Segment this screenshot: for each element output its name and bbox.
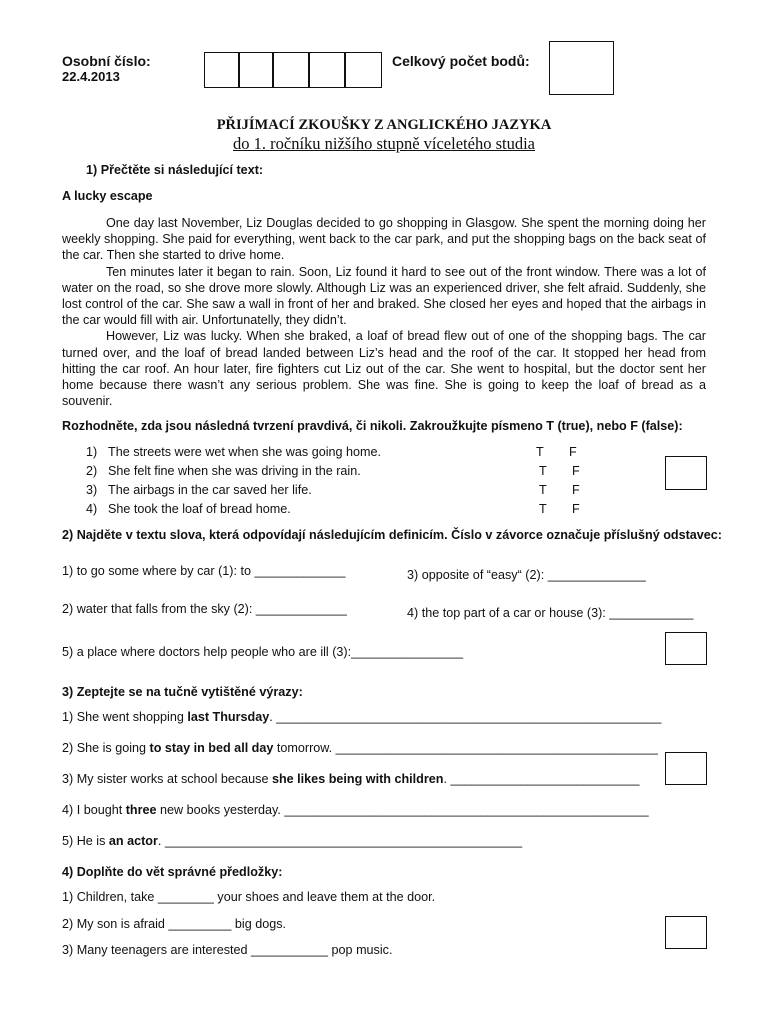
definition-item[interactable]: 5) a place where doctors help people who are ill (3):________________: [62, 645, 464, 659]
exam-date: 22.4.2013: [62, 69, 120, 84]
exam-title: PŘIJÍMACÍ ZKOUŠKY Z ANGLICKÉHO JAZYKA: [216, 117, 552, 133]
section1-heading: 1) Přečtěte si následující text:: [86, 163, 264, 177]
personal-number-label: Osobní číslo:: [62, 53, 151, 69]
answer-line[interactable]: . _______________________________________________________: [269, 710, 662, 724]
statement-text: The streets were wet when she was going home.: [108, 445, 382, 459]
answer-line[interactable]: . ___________________________: [443, 772, 640, 786]
total-points-box[interactable]: [549, 41, 614, 95]
statement-text: She took the loaf of bread home.: [108, 502, 291, 516]
story-paragraph: One day last November, Liz Douglas decided to go shopping in Glasgow. She spent the morning doing her weekly shopping. She paid for everything, went back to the car park, and put the shopping bags on the back seat of the car. Then she started to drive home.: [62, 216, 706, 263]
question-item[interactable]: [62, 803, 649, 817]
statement-text: The airbags in the car saved her life.: [108, 483, 312, 497]
true-option[interactable]: T: [539, 502, 547, 516]
definition-item[interactable]: 2) water that falls from the sky (2): _____________: [62, 602, 347, 616]
definition-item[interactable]: 4) the top part of a car or house (3): ____________: [407, 606, 694, 620]
story-paragraph: However, Liz was lucky. When she braked, a loaf of bread flew out of one of the shopping bags. The car turned over, and the loaf of bread landed between Liz’s head and the roof of the car. It stopped her head from hitting the car roof. An hour later, fire fighters cut Liz out of the car. She went to hospital, but the doctor sent her home because there wasn’t any serious problem. She was fine. She is going to keep the loaf of bread as a souvenir.: [62, 329, 706, 409]
definition-item[interactable]: 3) opposite of “easy“ (2): ______________: [407, 568, 646, 582]
statement-number: 3): [86, 483, 98, 497]
true-option[interactable]: T: [536, 445, 544, 459]
question-text: 1) She went shopping: [62, 710, 188, 724]
false-option[interactable]: F: [572, 502, 580, 516]
digit-box[interactable]: [344, 52, 382, 88]
statement-text: She felt fine when she was driving in the rain.: [108, 464, 361, 478]
section4-heading: 4) Doplňte do vět správné předložky:: [62, 865, 283, 879]
digit-box[interactable]: [204, 52, 240, 88]
question-item[interactable]: [62, 741, 658, 755]
definition-item[interactable]: 1) to go some where by car (1): to _____________: [62, 564, 346, 578]
statement-number: 4): [86, 502, 98, 516]
score-box[interactable]: [665, 752, 707, 785]
false-option[interactable]: F: [572, 464, 580, 478]
section2-heading: 2) Najděte v textu slova, která odpovídají následujícím definicím. Číslo v závorce označuje příslušný odstavec:: [62, 528, 722, 542]
story-title: A lucky escape: [62, 189, 153, 203]
question-text: 2) She is going: [62, 741, 150, 755]
true-option[interactable]: T: [539, 483, 547, 497]
answer-line[interactable]: . ___________________________________________________: [157, 834, 523, 848]
story-paragraph: Ten minutes later it began to rain. Soon, Liz found it hard to see out of the front window. There was a lot of water on the road, so she drove more slowly. Although Liz was an experienced driver, she felt afraid. Suddenly, she lost control of the car. She saw a wall in front of her and braked. She closed her eyes and hoped that the airbags in the car would fill with air. Unfortunatelly, they didn’t.: [62, 264, 706, 328]
question-text: 4) I bought: [62, 803, 126, 817]
question-item[interactable]: [62, 772, 640, 786]
answer-line[interactable]: new books yesterday. ____________________________________________________: [156, 803, 649, 817]
bold-phrase: she likes being with children: [271, 772, 444, 786]
bold-phrase: to stay in bed all day: [149, 741, 274, 755]
digit-box[interactable]: [272, 52, 310, 88]
bold-phrase: three: [125, 803, 157, 817]
preposition-item[interactable]: 3) Many teenagers are interested ___________ pop music.: [62, 943, 393, 957]
exam-subtitle: do 1. ročníku nižšího stupně víceletého studia: [233, 134, 535, 153]
preposition-item[interactable]: 1) Children, take ________ your shoes and leave them at the door.: [62, 890, 436, 904]
bold-phrase: an actor: [108, 834, 158, 848]
preposition-item[interactable]: 2) My son is afraid _________ big dogs.: [62, 917, 287, 931]
question-text: 3) My sister works at school because: [62, 772, 272, 786]
total-points-label: Celkový počet bodů:: [392, 53, 530, 69]
digit-box[interactable]: [238, 52, 274, 88]
section3-heading: 3) Zeptejte se na tučně vytištěné výrazy:: [62, 685, 303, 699]
digit-box[interactable]: [308, 52, 346, 88]
score-box[interactable]: [665, 632, 707, 665]
statement-number: 1): [86, 445, 98, 459]
false-option[interactable]: F: [569, 445, 577, 459]
true-option[interactable]: T: [539, 464, 547, 478]
score-box[interactable]: [665, 916, 707, 949]
answer-line[interactable]: tomorrow. ______________________________________________: [273, 741, 658, 755]
bold-phrase: last Thursday: [187, 710, 270, 724]
statement-number: 2): [86, 464, 98, 478]
story-text: [62, 215, 706, 409]
score-box[interactable]: [665, 456, 707, 490]
question-text: 5) He is: [62, 834, 109, 848]
question-item[interactable]: [62, 834, 522, 848]
false-option[interactable]: F: [572, 483, 580, 497]
question-item[interactable]: [62, 710, 661, 724]
tf-instruction: Rozhodněte, zda jsou následná tvrzení pravdivá, či nikoli. Zakroužkujte písmeno T (true), nebo F (false):: [62, 419, 683, 433]
